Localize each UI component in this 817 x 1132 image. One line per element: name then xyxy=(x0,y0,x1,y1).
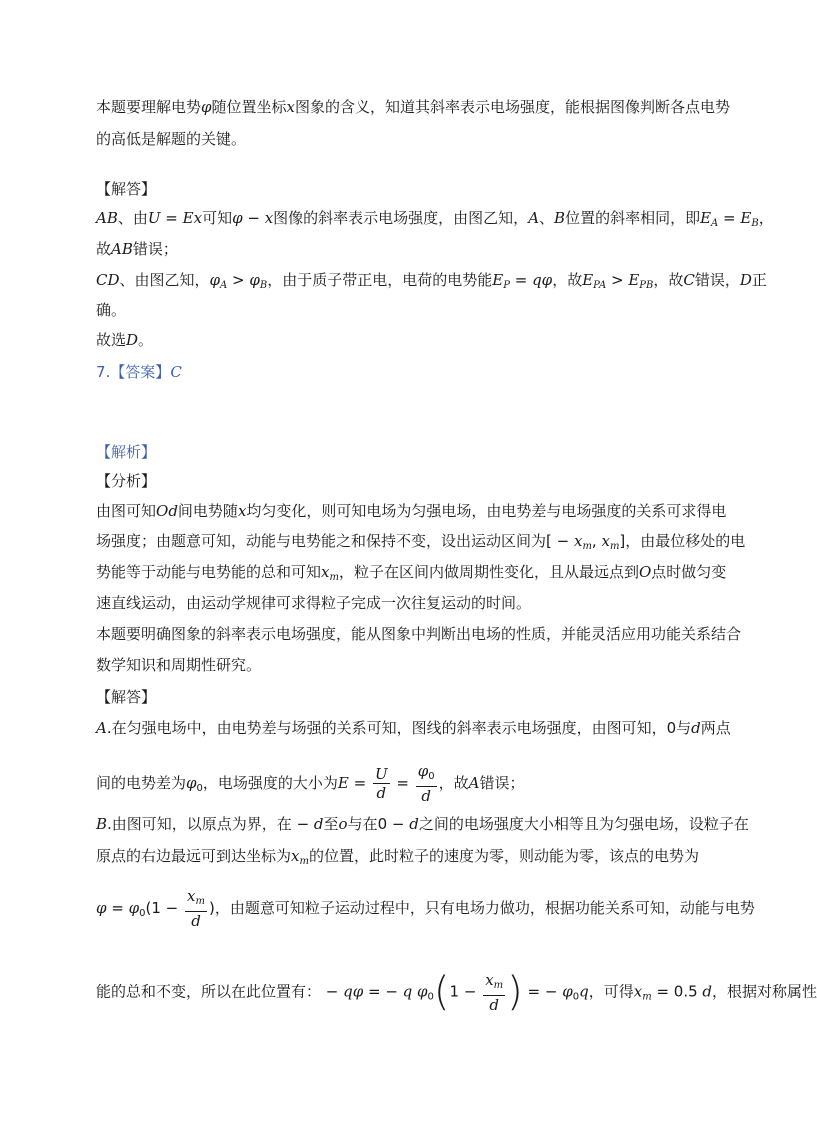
section-heading: 【解答】 xyxy=(96,180,157,198)
section-heading: 【解析】 xyxy=(96,443,157,461)
text-line: 场强度；由题意可知，动能与电势能之和保持不变，设出运动区间为[ − $x_m$, $x_m$]，由最位移处的电 xyxy=(96,532,746,552)
fraction: $\frac{x_m}{d}$ xyxy=(187,887,205,930)
text-line: 确。 xyxy=(96,301,127,319)
text-line: AB、由U = Ex可知φ − x图像的斜率表示电场强度，由图乙知，A、B位置的斜率相同，即$E_A = E_B$， xyxy=(96,209,774,229)
fraction: $\frac{U}{d}$ xyxy=(374,765,388,802)
text-line: 势能等于动能与电势能的总和可知$x_m$，粒子在区间内做周期性变化，且从最远点到O点时做匀变 xyxy=(96,563,727,583)
text-line: 故AB错误； xyxy=(96,240,178,258)
section-heading: 【解答】 xyxy=(96,688,157,706)
text-line: 本题要理解电势φ随位置坐标x图象的含义，知道其斜率表示电场强度，能根据图像判断各点电势 xyxy=(96,98,731,116)
text-line: 速直线运动，由运动学规律可求得粒子完成一次往复运动的时间。 xyxy=(96,594,532,612)
text-line: CD、由图乙知，$\varphi_A > \varphi_B$，由于质子带正电，电荷的电势能$E_P = q\varphi$，故$E_{PA} > E_{PB}$，故C错误，D正 xyxy=(96,271,767,291)
text-line: 本题要明确图象的斜率表示电场强度，能从图象中判断出电场的性质，并能灵活应用功能关系结合 xyxy=(96,625,742,643)
text-line: 原点的右边最远可到达坐标为$x_m$的位置，此时粒子的速度为零，则动能为零，该点的电势为 xyxy=(96,847,699,867)
text-line: 能的总和不变，所以在此位置有： − qφ = − q $\varphi_0(1$ − $\frac{x_m}{d}$ ) = − $\varphi_0q$，可得$x_m = 0.5$ d，根据对称属性 xyxy=(96,969,817,1015)
text-line: 故选D。 xyxy=(96,331,154,349)
text-line: A.在匀强电场中，由电势差与场强的关系可知，图线的斜率表示电场强度，由图可知，0与d两点 xyxy=(96,719,731,737)
text-line: B.由图可知，以原点为界，在 − d至o与在0 − d之间的电场强度大小相等且为匀强电场，设粒子在 xyxy=(96,815,749,833)
text-line: $\varphi = \varphi_0(1$ − $\frac{x_m}{d}$ )，由题意可知粒子运动过程中，只有电场力做功，根据功能关系可知，动能与电势 xyxy=(96,887,755,930)
text-line: 数学知识和周期性研究。 xyxy=(96,656,262,674)
fraction: $\frac{x_m}{d}$ xyxy=(485,970,504,1014)
answer-heading: 7.【答案】C xyxy=(96,363,182,381)
fraction: $\frac{\varphi_0}{d}$ xyxy=(417,762,435,805)
text-line: 由图可知Od间电势随x均匀变化，则可知电场为匀强电场，由电势差与电场强度的关系可求得电 xyxy=(96,502,727,520)
section-heading: 【分析】 xyxy=(96,472,157,490)
text-line: 间的电势差为$\varphi_0$，电场强度的大小为E = $\frac{U}{d}$ = $\frac{\varphi_0}{d}$ ，故A错误； xyxy=(96,762,525,805)
text-line: 的高低是解题的关键。 xyxy=(96,130,247,148)
